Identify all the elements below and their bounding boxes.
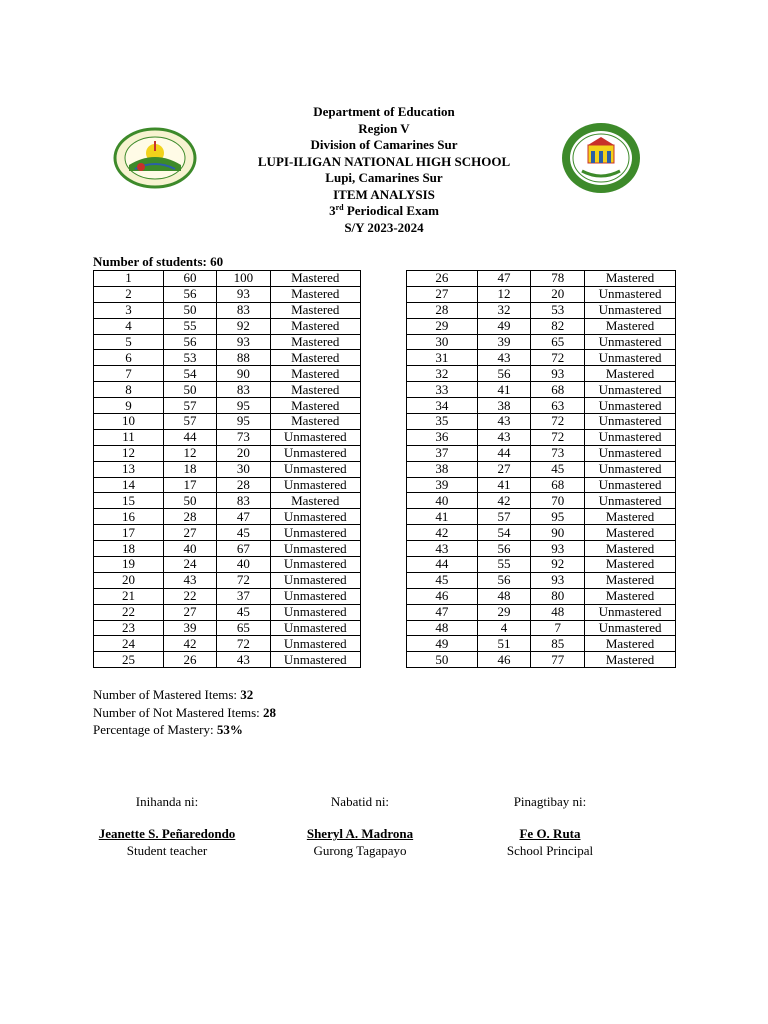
- document-title: ITEM ANALYSIS: [333, 186, 435, 202]
- correct-count-cell: 41: [477, 382, 531, 398]
- mastery-status-cell: Unmastered: [585, 445, 676, 461]
- table-row: [407, 636, 676, 652]
- division-title: Division of Camarines Sur: [310, 137, 458, 152]
- percentage-cell: 45: [217, 604, 270, 620]
- percentage-cell: 92: [531, 557, 585, 573]
- item-number-cell: 38: [407, 461, 478, 477]
- correct-count-cell: 54: [477, 525, 531, 541]
- percentage-cell: 77: [531, 652, 585, 668]
- item-number-cell: 18: [94, 541, 164, 557]
- mastery-status-cell: Mastered: [585, 541, 676, 557]
- correct-count-cell: 32: [477, 302, 531, 318]
- percentage-cell: 70: [531, 493, 585, 509]
- item-analysis-table-right: [406, 270, 676, 668]
- table-row: [94, 557, 361, 573]
- mastery-status-cell: Unmastered: [270, 652, 361, 668]
- percentage-cell: 47: [217, 509, 270, 525]
- table-row: [94, 477, 361, 493]
- percentage-cell: 45: [531, 461, 585, 477]
- item-number-cell: 2: [94, 286, 164, 302]
- percentage-cell: 95: [217, 398, 270, 414]
- mastery-status-cell: Mastered: [270, 382, 361, 398]
- correct-count-cell: 27: [163, 525, 216, 541]
- correct-count-cell: 55: [163, 318, 216, 334]
- correct-count-cell: 43: [477, 350, 531, 366]
- correct-count-cell: 42: [163, 636, 216, 652]
- correct-count-cell: 60: [163, 271, 216, 287]
- table-row: [407, 382, 676, 398]
- table-row: [94, 286, 361, 302]
- mastery-status-cell: Mastered: [270, 271, 361, 287]
- mastery-status-cell: Unmastered: [585, 398, 676, 414]
- mastery-status-cell: Mastered: [585, 271, 676, 287]
- item-number-cell: 32: [407, 366, 478, 382]
- item-analysis-table-left: [93, 270, 361, 668]
- percentage-cell: 93: [531, 541, 585, 557]
- correct-count-cell: 53: [163, 350, 216, 366]
- table-row: [407, 350, 676, 366]
- mastery-status-cell: Unmastered: [585, 334, 676, 350]
- mastery-status-cell: Unmastered: [270, 477, 361, 493]
- item-number-cell: 17: [94, 525, 164, 541]
- percentage-cell: 20: [217, 445, 270, 461]
- percentage-cell: 28: [217, 477, 270, 493]
- item-number-cell: 31: [407, 350, 478, 366]
- item-number-cell: 40: [407, 493, 478, 509]
- mastery-status-cell: Unmastered: [585, 477, 676, 493]
- item-number-cell: 6: [94, 350, 164, 366]
- mastery-status-cell: Unmastered: [270, 557, 361, 573]
- item-number-cell: 37: [407, 445, 478, 461]
- item-number-cell: 42: [407, 525, 478, 541]
- correct-count-cell: 55: [477, 557, 531, 573]
- signatory-position: School Principal: [506, 843, 594, 858]
- correct-count-cell: 43: [477, 414, 531, 430]
- correct-count-cell: 56: [163, 286, 216, 302]
- correct-count-cell: 18: [163, 461, 216, 477]
- correct-count-cell: 24: [163, 557, 216, 573]
- percentage-cell: 43: [217, 652, 270, 668]
- table-row: [94, 429, 361, 445]
- mastery-status-cell: Unmastered: [585, 620, 676, 636]
- item-number-cell: 20: [94, 572, 164, 588]
- correct-count-cell: 46: [477, 652, 531, 668]
- mastery-status-cell: Unmastered: [270, 509, 361, 525]
- mastery-status-cell: Mastered: [585, 652, 676, 668]
- correct-count-cell: 57: [163, 414, 216, 430]
- mastery-status-cell: Unmastered: [270, 620, 361, 636]
- item-number-cell: 14: [94, 477, 164, 493]
- item-number-cell: 8: [94, 382, 164, 398]
- percentage-cell: 73: [531, 445, 585, 461]
- correct-count-cell: 44: [477, 445, 531, 461]
- table-row: [94, 382, 361, 398]
- table-row: [94, 636, 361, 652]
- item-number-cell: 49: [407, 636, 478, 652]
- mastery-status-cell: Unmastered: [585, 382, 676, 398]
- item-number-cell: 34: [407, 398, 478, 414]
- item-number-cell: 12: [94, 445, 164, 461]
- item-number-cell: 28: [407, 302, 478, 318]
- item-number-cell: 19: [94, 557, 164, 573]
- mastery-status-cell: Unmastered: [585, 604, 676, 620]
- item-number-cell: 39: [407, 477, 478, 493]
- correct-count-cell: 42: [477, 493, 531, 509]
- mastery-status-cell: Unmastered: [270, 429, 361, 445]
- table-row: [407, 445, 676, 461]
- item-number-cell: 47: [407, 604, 478, 620]
- item-number-cell: 29: [407, 318, 478, 334]
- item-number-cell: 27: [407, 286, 478, 302]
- correct-count-cell: 17: [163, 477, 216, 493]
- percentage-cell: 53: [531, 302, 585, 318]
- item-number-cell: 50: [407, 652, 478, 668]
- table-row: [94, 350, 361, 366]
- table-row: [94, 509, 361, 525]
- percentage-cell: 73: [217, 429, 270, 445]
- table-row: [407, 318, 676, 334]
- table-row: [407, 414, 676, 430]
- signatory-name: Fe O. Ruta: [519, 826, 581, 841]
- percentage-cell: 100: [217, 271, 270, 287]
- table-row: [407, 541, 676, 557]
- mastery-status-cell: Unmastered: [270, 588, 361, 604]
- correct-count-cell: 27: [477, 461, 531, 477]
- percentage-cell: 85: [531, 636, 585, 652]
- item-number-cell: 26: [407, 271, 478, 287]
- correct-count-cell: 57: [163, 398, 216, 414]
- correct-count-cell: 22: [163, 588, 216, 604]
- table-row: [407, 477, 676, 493]
- mastery-status-cell: Mastered: [270, 334, 361, 350]
- item-number-cell: 43: [407, 541, 478, 557]
- signature-label: Nabatid ni:: [330, 794, 390, 809]
- percentage-cell: 93: [217, 334, 270, 350]
- not-mastered-count: Number of Not Mastered Items: 28: [93, 704, 277, 720]
- table-row: [94, 318, 361, 334]
- table-row: [94, 271, 361, 287]
- item-number-cell: 33: [407, 382, 478, 398]
- correct-count-cell: 49: [477, 318, 531, 334]
- percentage-cell: 63: [531, 398, 585, 414]
- signatory-name: Jeanette S. Peñaredondo: [98, 826, 236, 841]
- correct-count-cell: 50: [163, 493, 216, 509]
- signature-approved-by: [455, 794, 645, 860]
- item-number-cell: 15: [94, 493, 164, 509]
- correct-count-cell: 43: [163, 572, 216, 588]
- table-row: [94, 302, 361, 318]
- item-number-cell: 21: [94, 588, 164, 604]
- table-row: [407, 429, 676, 445]
- mastery-status-cell: Unmastered: [270, 461, 361, 477]
- item-number-cell: 5: [94, 334, 164, 350]
- table-row: [407, 557, 676, 573]
- percentage-cell: 40: [217, 557, 270, 573]
- correct-count-cell: 40: [163, 541, 216, 557]
- mastery-status-cell: Mastered: [270, 398, 361, 414]
- table-row: [94, 652, 361, 668]
- correct-count-cell: 12: [477, 286, 531, 302]
- percentage-cell: 67: [217, 541, 270, 557]
- table-row: [94, 588, 361, 604]
- table-row: [407, 620, 676, 636]
- percentage-cell: 45: [217, 525, 270, 541]
- correct-count-cell: 29: [477, 604, 531, 620]
- item-number-cell: 25: [94, 652, 164, 668]
- item-number-cell: 9: [94, 398, 164, 414]
- item-number-cell: 13: [94, 461, 164, 477]
- table-row: [94, 366, 361, 382]
- signature-prepared-by: [72, 794, 262, 860]
- percentage-cell: 7: [531, 620, 585, 636]
- mastery-status-cell: Mastered: [585, 588, 676, 604]
- mastery-status-cell: Mastered: [585, 557, 676, 573]
- signature-label: Inihanda ni:: [135, 794, 199, 809]
- exam-title: 3rd Periodical Exam: [329, 203, 439, 218]
- item-number-cell: 35: [407, 414, 478, 430]
- mastery-status-cell: Unmastered: [270, 604, 361, 620]
- percentage-cell: 93: [217, 286, 270, 302]
- mastery-status-cell: Mastered: [585, 636, 676, 652]
- item-number-cell: 44: [407, 557, 478, 573]
- mastery-status-cell: Mastered: [270, 366, 361, 382]
- item-number-cell: 10: [94, 414, 164, 430]
- percentage-cell: 72: [531, 429, 585, 445]
- percentage-cell: 48: [531, 604, 585, 620]
- correct-count-cell: 38: [477, 398, 531, 414]
- mastery-status-cell: Mastered: [585, 525, 676, 541]
- percentage-cell: 95: [217, 414, 270, 430]
- percentage-cell: 80: [531, 588, 585, 604]
- table-row: [407, 652, 676, 668]
- item-number-cell: 1: [94, 271, 164, 287]
- item-number-cell: 46: [407, 588, 478, 604]
- percentage-cell: 68: [531, 477, 585, 493]
- mastery-status-cell: Unmastered: [585, 429, 676, 445]
- school-name: LUPI-ILIGAN NATIONAL HIGH SCHOOL: [257, 153, 511, 169]
- mastery-status-cell: Unmastered: [270, 636, 361, 652]
- correct-count-cell: 12: [163, 445, 216, 461]
- table-row: [407, 572, 676, 588]
- item-number-cell: 48: [407, 620, 478, 636]
- correct-count-cell: 27: [163, 604, 216, 620]
- table-row: [94, 461, 361, 477]
- number-of-students: Number of students: 60: [93, 254, 224, 269]
- mastery-status-cell: Mastered: [270, 318, 361, 334]
- table-row: [407, 286, 676, 302]
- mastery-status-cell: Unmastered: [585, 414, 676, 430]
- item-number-cell: 3: [94, 302, 164, 318]
- table-row: [94, 572, 361, 588]
- table-row: [94, 525, 361, 541]
- percentage-cell: 72: [531, 414, 585, 430]
- item-number-cell: 41: [407, 509, 478, 525]
- percentage-cell: 90: [531, 525, 585, 541]
- correct-count-cell: 26: [163, 652, 216, 668]
- mastery-status-cell: Mastered: [270, 493, 361, 509]
- item-number-cell: 22: [94, 604, 164, 620]
- percentage-cell: 78: [531, 271, 585, 287]
- mastery-status-cell: Mastered: [585, 509, 676, 525]
- percentage-cell: 83: [217, 382, 270, 398]
- mastery-status-cell: Unmastered: [270, 525, 361, 541]
- correct-count-cell: 56: [163, 334, 216, 350]
- mastered-count: Number of Mastered Items: 32: [93, 687, 254, 702]
- mastery-status-cell: Mastered: [585, 318, 676, 334]
- table-row: [407, 271, 676, 287]
- table-row: [94, 334, 361, 350]
- school-year: S/Y 2023-2024: [344, 219, 424, 235]
- percentage-cell: 20: [531, 286, 585, 302]
- signatory-position: Student teacher: [126, 843, 208, 858]
- correct-count-cell: 43: [477, 429, 531, 445]
- department-title: Department of Education: [313, 104, 455, 119]
- table-row: [94, 414, 361, 430]
- mastery-status-cell: Mastered: [270, 414, 361, 430]
- mastery-status-cell: Mastered: [270, 350, 361, 366]
- mastery-status-cell: Mastered: [585, 572, 676, 588]
- signature-label: Pinagtibay ni:: [513, 794, 587, 809]
- item-number-cell: 45: [407, 572, 478, 588]
- table-row: [94, 398, 361, 414]
- percentage-cell: 30: [217, 461, 270, 477]
- percentage-cell: 72: [531, 350, 585, 366]
- signatory-position: Gurong Tagapayo: [313, 843, 407, 858]
- percentage-cell: 88: [217, 350, 270, 366]
- table-row: [407, 366, 676, 382]
- item-number-cell: 30: [407, 334, 478, 350]
- region-title: Region V: [358, 120, 410, 136]
- percentage-cell: 82: [531, 318, 585, 334]
- correct-count-cell: 50: [163, 382, 216, 398]
- percentage-cell: 65: [531, 334, 585, 350]
- correct-count-cell: 39: [163, 620, 216, 636]
- table-row: [94, 445, 361, 461]
- correct-count-cell: 50: [163, 302, 216, 318]
- item-number-cell: 7: [94, 366, 164, 382]
- table-row: [407, 302, 676, 318]
- percentage-cell: 68: [531, 382, 585, 398]
- table-row: [407, 588, 676, 604]
- correct-count-cell: 56: [477, 572, 531, 588]
- table-row: [407, 461, 676, 477]
- signature-noted-by: [265, 794, 455, 860]
- percentage-cell: 72: [217, 572, 270, 588]
- correct-count-cell: 56: [477, 366, 531, 382]
- mastery-status-cell: Unmastered: [585, 286, 676, 302]
- table-row: [94, 620, 361, 636]
- percentage-cell: 95: [531, 509, 585, 525]
- percentage-cell: 93: [531, 366, 585, 382]
- table-row: [407, 525, 676, 541]
- item-number-cell: 16: [94, 509, 164, 525]
- mastery-status-cell: Mastered: [270, 286, 361, 302]
- percentage-cell: 65: [217, 620, 270, 636]
- mastery-status-cell: Mastered: [270, 302, 361, 318]
- item-number-cell: 4: [94, 318, 164, 334]
- table-row: [94, 493, 361, 509]
- mastery-status-cell: Unmastered: [270, 445, 361, 461]
- correct-count-cell: 41: [477, 477, 531, 493]
- percentage-cell: 83: [217, 302, 270, 318]
- mastery-status-cell: Unmastered: [585, 302, 676, 318]
- signatory-name: Sheryl A. Madrona: [306, 826, 414, 841]
- percentage-cell: 93: [531, 572, 585, 588]
- item-number-cell: 11: [94, 429, 164, 445]
- mastery-percentage: Percentage of Mastery: 53%: [93, 722, 243, 737]
- correct-count-cell: 47: [477, 271, 531, 287]
- summary: [93, 686, 276, 739]
- mastery-status-cell: Unmastered: [270, 572, 361, 588]
- correct-count-cell: 28: [163, 509, 216, 525]
- correct-count-cell: 4: [477, 620, 531, 636]
- item-number-cell: 36: [407, 429, 478, 445]
- item-number-cell: 23: [94, 620, 164, 636]
- correct-count-cell: 39: [477, 334, 531, 350]
- correct-count-cell: 44: [163, 429, 216, 445]
- mastery-status-cell: Unmastered: [585, 461, 676, 477]
- mastery-status-cell: Unmastered: [270, 541, 361, 557]
- correct-count-cell: 57: [477, 509, 531, 525]
- percentage-cell: 90: [217, 366, 270, 382]
- table-row: [94, 604, 361, 620]
- percentage-cell: 83: [217, 493, 270, 509]
- percentage-cell: 72: [217, 636, 270, 652]
- table-row: [407, 509, 676, 525]
- table-row: [94, 541, 361, 557]
- item-number-cell: 24: [94, 636, 164, 652]
- table-row: [407, 398, 676, 414]
- mastery-status-cell: Unmastered: [585, 493, 676, 509]
- document-header: [0, 104, 768, 236]
- percentage-cell: 92: [217, 318, 270, 334]
- correct-count-cell: 54: [163, 366, 216, 382]
- correct-count-cell: 48: [477, 588, 531, 604]
- mastery-status-cell: Mastered: [585, 366, 676, 382]
- correct-count-cell: 56: [477, 541, 531, 557]
- percentage-cell: 37: [217, 588, 270, 604]
- table-row: [407, 334, 676, 350]
- table-row: [407, 493, 676, 509]
- school-address: Lupi, Camarines Sur: [325, 170, 443, 185]
- correct-count-cell: 51: [477, 636, 531, 652]
- table-row: [407, 604, 676, 620]
- mastery-status-cell: Unmastered: [585, 350, 676, 366]
